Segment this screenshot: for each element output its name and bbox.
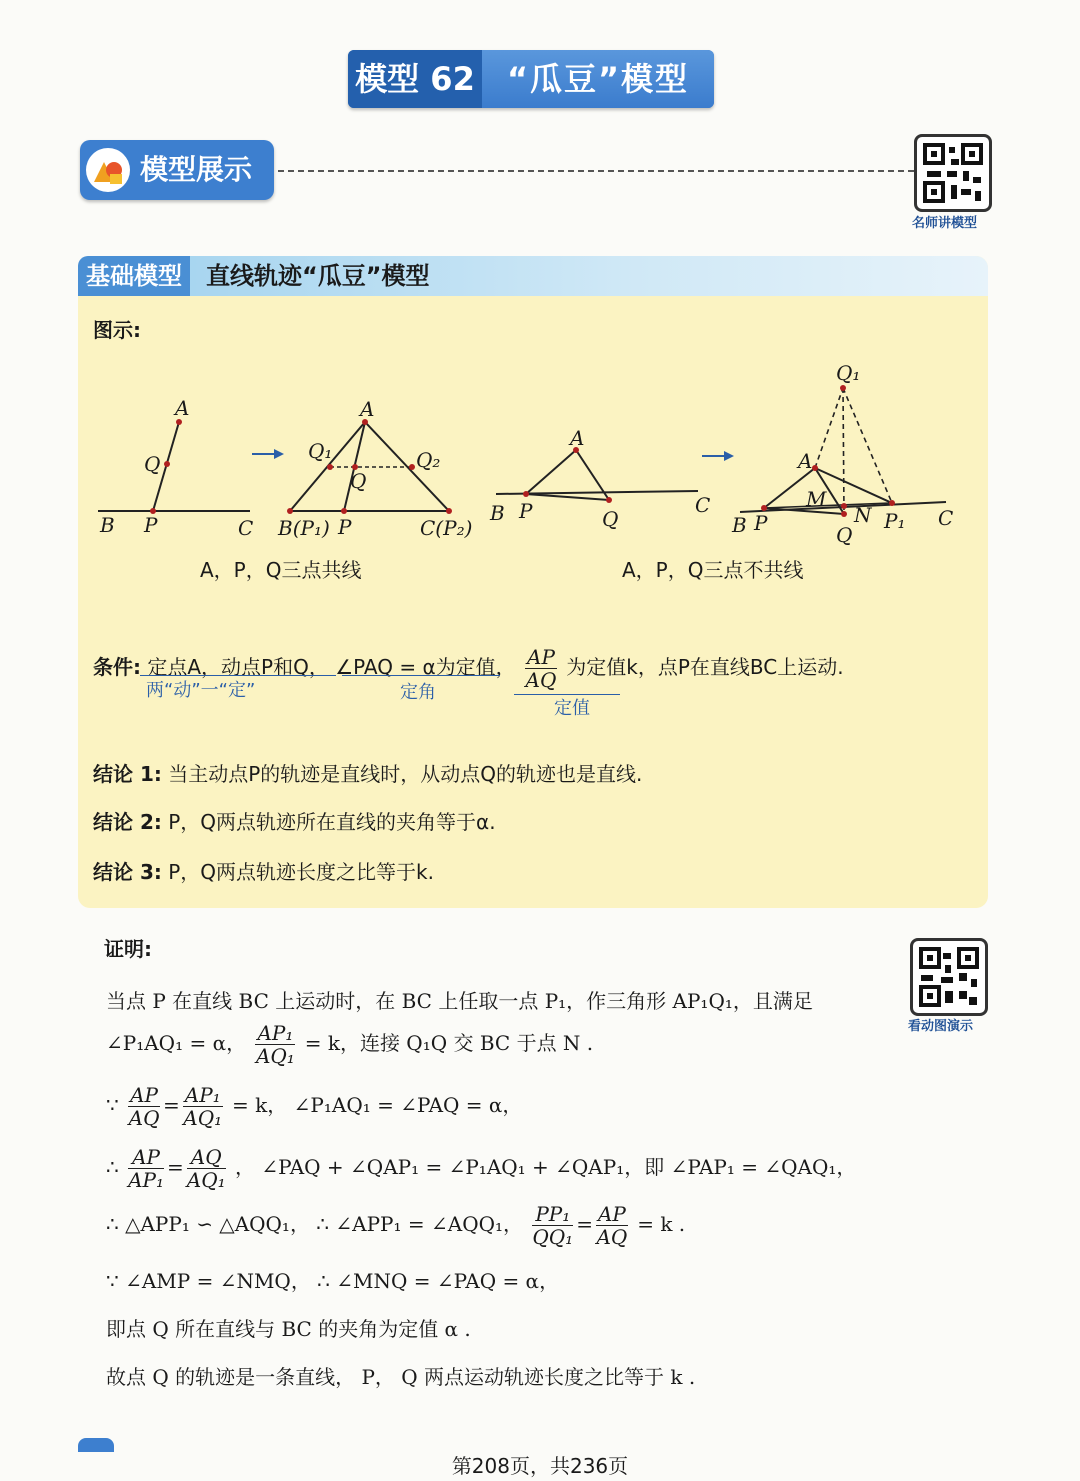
proof-line-3: ∵ $\frac{AP}{AQ}$ = $\frac{\text{AP₁}}{\text{AQ₁}}$ = k， ∠P₁AQ₁ = ∠PAQ = α，	[106, 1083, 523, 1130]
fig3-label-Q: Q	[602, 507, 619, 531]
proof-line-4: ∴ $\frac{AP}{\text{AP₁}}$ = $\frac{AQ}{\text{AQ₁}}$ ， ∠PAQ + ∠QAP₁ = ∠P₁AQ₁ + ∠QAP₁，即 ∠PAP₁ = ∠QAQ₁，	[106, 1145, 857, 1192]
fig1-label-Q: Q	[144, 452, 161, 476]
arrow-right-icon	[252, 449, 284, 459]
model-title: “瓜豆”模型	[482, 50, 714, 108]
fig1-label-C: C	[238, 516, 254, 540]
fig2-label-A: A	[360, 397, 375, 421]
fig2-label-Q1: Q₁	[308, 439, 333, 463]
caption-noncollinear: A，P，Q三点不共线	[622, 558, 804, 582]
fig4-label-P1: P₁	[884, 509, 906, 533]
figure-diagrams	[78, 350, 988, 590]
proof-line-2: ∠P₁AQ₁ = α， $\frac{\text{AP₁}}{\text{AQ₁}}$ = k，连接 Q₁Q 交 BC 于点 N .	[106, 1021, 594, 1068]
note-two-moving-one-fixed: 两“动”一“定”	[146, 680, 256, 701]
qr-code-icon[interactable]	[914, 134, 992, 212]
basic-model-tag: 基础模型	[78, 256, 190, 296]
fig4-label-Q1: Q₁	[836, 361, 861, 385]
shapes-icon	[86, 148, 130, 192]
proof-line-5: ∴ △APP₁ ∽ △AQQ₁， ∴ ∠APP₁ = ∠AQQ₁， $\frac{\text{PP₁}}{\text{QQ₁}}$ = $\frac{AP}{AQ}$ = k .	[106, 1202, 686, 1249]
fig4-label-Q: Q	[836, 523, 853, 547]
proof-line-6: ∵ ∠AMP = ∠NMQ， ∴ ∠MNQ = ∠PAQ = α，	[106, 1269, 560, 1293]
fig3-label-B: B	[490, 501, 505, 525]
qr-caption: 名师讲模型	[912, 216, 978, 231]
underline-2	[342, 675, 500, 676]
figure-3	[489, 426, 710, 531]
section-tag	[80, 140, 274, 200]
figure-4	[731, 361, 953, 547]
fig4-label-C: C	[938, 506, 954, 530]
note-fixed-angle: 定角	[400, 682, 436, 703]
title-banner	[348, 50, 714, 108]
condition-fraction: $\frac{AP}{AQ}$	[525, 645, 557, 692]
section-label: 模型展示	[140, 153, 253, 186]
conclusion-1: 结论 1: 当主动点P的轨迹是直线时，从动点Q的轨迹也是直线.	[93, 762, 643, 786]
fig2-label-Q2: Q₂	[416, 448, 441, 472]
fig1-label-B: B	[100, 513, 115, 537]
proof-line-1: 当点 P 在直线 BC 上运动时，在 BC 上任取一点 P₁，作三角形 AP₁Q₁，且满足	[106, 989, 813, 1013]
note-fixed-value: 定值	[554, 698, 590, 719]
fig1-label-P: P	[144, 513, 158, 537]
fig3-label-P: P	[519, 499, 533, 523]
figure-1	[98, 396, 253, 540]
underline-1	[140, 675, 336, 676]
conclusion-3: 结论 3: P，Q两点轨迹长度之比等于k.	[93, 860, 434, 884]
condition-label: 条件:	[93, 655, 141, 679]
fig1-label-A: A	[175, 396, 190, 420]
proof-line-8: 故点 Q 的轨迹是一条直线， P， Q 两点运动轨迹长度之比等于 k .	[106, 1365, 696, 1389]
conclusion-2: 结论 2: P，Q两点轨迹所在直线的夹角等于α.	[93, 810, 496, 834]
qr-caption-animation: 看动图演示	[908, 1019, 974, 1034]
page-number: 第208页，共236页	[451, 1454, 629, 1478]
fig2-label-P: P	[338, 515, 352, 539]
fig4-label-P: P	[754, 511, 768, 535]
proof-label: 证明:	[104, 937, 152, 961]
basic-model-title: 直线轨迹“瓜豆”模型	[206, 262, 430, 290]
fig3-label-A: A	[570, 426, 585, 450]
arrow-right-icon	[702, 451, 734, 461]
figure-2	[277, 397, 472, 540]
condition-part1: 定点A，动点P和Q，	[147, 655, 329, 679]
fig2-label-Q: Q	[350, 469, 367, 493]
condition-part3: 为定值k，点P在直线BC上运动.	[566, 655, 844, 679]
condition-part2: ∠PAQ = α为定值，	[335, 655, 516, 679]
divider	[278, 170, 914, 172]
fig2-label-C: C(P₂)	[420, 516, 473, 540]
fig4-label-M: M	[806, 487, 827, 511]
figure-label: 图示:	[93, 318, 141, 342]
qr-code-icon[interactable]	[910, 938, 988, 1016]
caption-collinear: A，P，Q三点共线	[200, 558, 362, 582]
fig2-label-B: B(P₁)	[278, 516, 330, 540]
fig3-label-C: C	[695, 493, 711, 517]
proof-line-7: 即点 Q 所在直线与 BC 的夹角为定值 α .	[106, 1317, 471, 1341]
model-number: 模型 62	[348, 50, 482, 108]
fig4-label-B: B	[732, 513, 747, 537]
fig4-label-N: N	[854, 503, 872, 527]
fig4-label-A: A	[798, 449, 813, 473]
